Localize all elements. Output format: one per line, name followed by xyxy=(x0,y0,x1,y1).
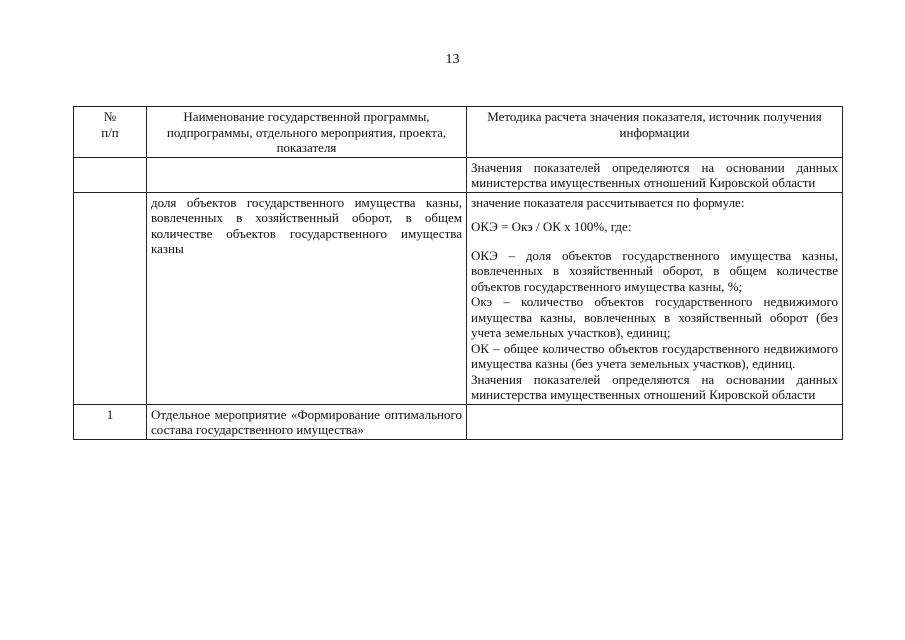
header-number: № п/п xyxy=(74,107,147,158)
row-method-cell xyxy=(467,404,843,439)
table-row xyxy=(74,192,843,404)
row-name-cell: Отдельное мероприятие «Формирование оптимального состава государственного имущества» xyxy=(147,404,467,439)
row-name-cell xyxy=(147,157,467,192)
row-number-cell xyxy=(74,157,147,192)
row-number-cell xyxy=(74,192,147,404)
row-name-cell: доля объектов государственного имущества казны, вовлеченных в хозяйственный оборот, в общем количестве объектов государственного имущества казны xyxy=(147,192,467,404)
page-number: 13 xyxy=(445,52,460,67)
source-text: Значения показателей определяются на основании данных министерства имущественных отношений Кировской области xyxy=(471,159,838,190)
row-method-cell xyxy=(467,192,843,404)
header-name: Наименование государственной программы, подпрограммы, отдельного мероприятия, проекта, показателя xyxy=(147,107,467,158)
header-method: Методика расчета значения показателя, источник получения информации xyxy=(467,107,843,158)
source-text: Значения показателей определяются на основании данных министерства имущественных отношений Кировской области xyxy=(471,371,838,402)
table-header-row xyxy=(74,107,843,158)
formula: ОКЭ = Окэ / ОК x 100%, где: xyxy=(471,219,632,234)
definition-1: ОКЭ – доля объектов государственного имущества казны, вовлеченных в хозяйственный оборот, в общем количестве объектов государственного имущества казны, %; xyxy=(471,247,838,294)
indicator-table xyxy=(73,106,843,440)
definition-2: Окэ – количество объектов государственного недвижимого имущества казны, вовлеченных в хозяйственный оборот (без учета земельных участков), единиц; xyxy=(471,294,838,340)
table-row xyxy=(74,157,843,192)
definition-3: ОК – общее количество объектов государственного недвижимого имущества казны (без учета земельных участков), единиц. xyxy=(471,340,838,371)
table-row xyxy=(74,404,843,439)
formula-intro: значение показателя рассчитывается по формуле: xyxy=(471,194,745,210)
row-number-cell: 1 xyxy=(74,404,147,439)
row-method-cell xyxy=(467,157,843,192)
